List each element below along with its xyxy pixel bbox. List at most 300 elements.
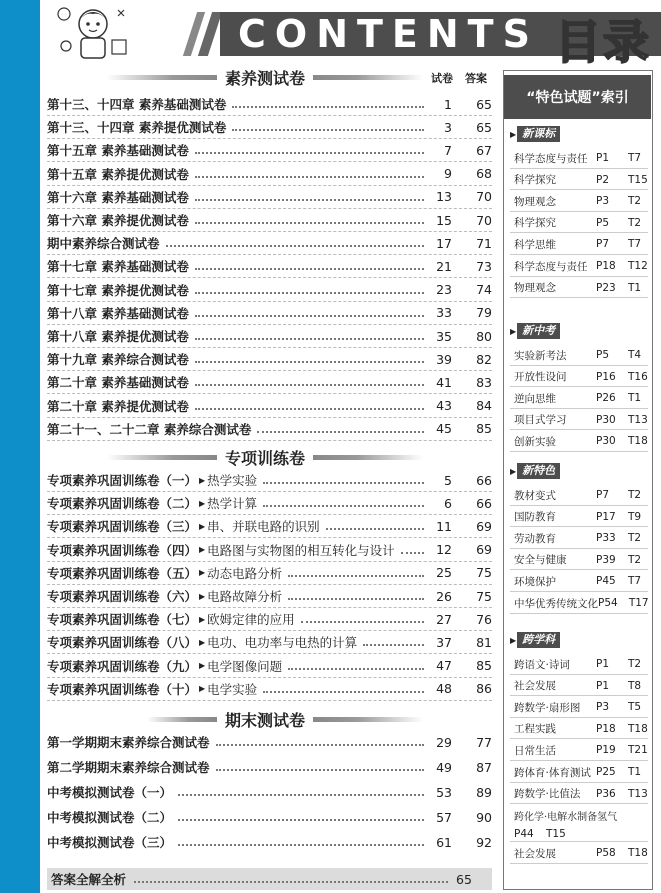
item-divider: [510, 717, 648, 718]
toc-row-answer-page: 86: [476, 681, 492, 697]
feature-item-name: 环境保护: [514, 575, 556, 588]
item-divider: [510, 211, 648, 212]
row-divider: [47, 584, 492, 585]
toc-row-subtitle: 热学计算: [207, 496, 258, 512]
feature-index-item[interactable]: [514, 529, 650, 547]
toc-row-subtitle: 热学实验: [207, 473, 258, 488]
toc-row[interactable]: [47, 832, 492, 852]
item-divider: [510, 232, 648, 233]
feature-category-label: 新课标: [517, 126, 560, 142]
feature-item-name: 中华优秀传统文化: [514, 597, 598, 610]
toc-row-page: 49: [436, 759, 452, 775]
contents-title: CONTENTS: [238, 12, 539, 56]
toc-row-answer-page: 80: [476, 328, 492, 344]
feature-item-name: 逆向思维: [514, 392, 556, 405]
toc-row[interactable]: [47, 233, 492, 253]
toc-row-title: 第二十章 素养基础测试卷: [47, 375, 189, 391]
toc-row-page: 5: [444, 472, 452, 488]
feature-item-name: 项目式学习: [514, 414, 567, 427]
arrow-icon: ▶: [199, 475, 206, 485]
toc-row-title: 专项素养巩固训练卷（八）: [47, 635, 198, 651]
toc-row-title: 中考模拟测试卷（一）: [47, 785, 173, 800]
toc-row-subtitle: 动态电路分析: [207, 565, 283, 581]
toc-row-page: 7: [444, 142, 452, 158]
toc-row-title: 第二学期期末素养综合测试卷: [47, 760, 210, 775]
item-divider: [510, 695, 648, 696]
arrow-icon: ▶: [199, 568, 206, 578]
item-divider: [510, 189, 648, 190]
item-divider: [510, 674, 648, 675]
feature-item-name: 跨数学·扇形图: [514, 701, 581, 714]
row-divider: [47, 115, 492, 116]
toc-row-title: 专项素养巩固训练卷（四）: [47, 542, 198, 558]
item-divider: [510, 168, 648, 169]
toc-row-page: 53: [436, 784, 452, 800]
toc-row-title: 第一学期期末素养综合测试卷: [47, 735, 210, 750]
toc-row-answer-page: 85: [476, 421, 492, 437]
section-header: [147, 708, 447, 730]
leader-dots: [195, 222, 424, 224]
arrow-icon: ▶: [199, 661, 206, 671]
toc-row-answer-page: 75: [476, 565, 492, 581]
arrow-icon: ▶: [199, 591, 206, 601]
row-divider: [47, 138, 492, 139]
feature-index-item[interactable]: [514, 389, 650, 407]
toc-row[interactable]: [47, 303, 492, 323]
section-rule: [313, 75, 423, 80]
feature-item-page: P30: [596, 413, 616, 426]
arrow-icon: ▶: [510, 635, 517, 645]
toc-row-title: 中考模拟测试卷（二）: [47, 810, 173, 825]
toc-row-answer-page: 92: [476, 834, 492, 850]
feature-item-page: P26: [596, 392, 616, 405]
feature-index-item[interactable]: [514, 368, 650, 386]
toc-row-answer-page: 75: [476, 588, 492, 604]
leader-dots: [263, 505, 424, 507]
toc-row-page: 1: [444, 96, 452, 112]
feature-item-question: T7: [628, 152, 642, 164]
toc-row-page: 45: [436, 421, 452, 437]
toc-row-page: 61: [436, 834, 452, 850]
toc-row-answer-page: 71: [476, 235, 492, 251]
row-divider: [47, 301, 492, 302]
toc-row[interactable]: [47, 210, 492, 230]
toc-row[interactable]: [47, 632, 492, 652]
item-divider: [510, 863, 648, 864]
toc-row-title: 第十三、十四章 素养基础测试卷: [47, 97, 227, 112]
leader-dots: [178, 794, 424, 796]
toc-row[interactable]: [47, 187, 492, 207]
feature-item-question: T15: [628, 173, 648, 186]
toc-row[interactable]: [47, 94, 492, 114]
toc-row-subtitle: 欧姆定律的应用: [207, 612, 295, 628]
feature-index-item[interactable]: [514, 149, 650, 167]
toc-row-page: 21: [436, 258, 452, 274]
toc-row[interactable]: [47, 679, 492, 699]
toc-row-answer-page: 68: [476, 166, 492, 182]
feature-index-item[interactable]: [514, 720, 650, 738]
feature-index-item[interactable]: [514, 677, 650, 695]
section-title: 期末测试卷: [225, 710, 306, 730]
toc-row-answer-page: 76: [476, 611, 492, 627]
feature-index-item[interactable]: [514, 346, 650, 364]
feature-item-page: P1: [596, 152, 610, 164]
leader-dots: [195, 338, 424, 340]
feature-item-name: 跨数学·比值法: [514, 788, 581, 801]
column-answer-label: 答案: [465, 72, 487, 85]
feature-category-tag: [510, 631, 560, 649]
leader-dots: [166, 245, 424, 247]
feature-index-item[interactable]: [514, 844, 650, 862]
feature-item-question: T1: [628, 281, 642, 294]
toc-row-page: 33: [436, 305, 452, 321]
feature-category-label: 新中考: [517, 323, 560, 339]
toc-row-title: 中考模拟测试卷（三）: [47, 835, 173, 850]
row-divider: [47, 393, 492, 394]
feature-item-page: P36: [596, 787, 616, 800]
row-divider: [47, 161, 492, 162]
feature-item-question: T16: [628, 370, 648, 383]
toc-row[interactable]: [47, 807, 492, 827]
feature-item-question: T21: [628, 744, 648, 757]
item-divider: [510, 276, 648, 277]
toc-row-title: 专项素养巩固训练卷（三）: [47, 519, 198, 535]
feature-item-name: 社会发展: [514, 847, 556, 860]
item-divider: [510, 841, 648, 842]
row-divider: [47, 677, 492, 678]
item-divider: [510, 803, 648, 804]
feature-item-question: T4: [628, 349, 642, 361]
arrow-icon: ▶: [510, 326, 517, 336]
item-divider: [510, 526, 648, 527]
toc-row-title: 第十五章 素养基础测试卷: [47, 143, 189, 159]
toc-row-title: 第十五章 素养提优测试卷: [47, 166, 189, 182]
toc-row-answer-page: 84: [476, 398, 492, 414]
feature-item-question: T2: [628, 658, 642, 670]
feature-item-page: P3: [596, 195, 610, 208]
feature-item-page: P7: [596, 238, 610, 251]
feature-index-item[interactable]: [514, 279, 650, 297]
feature-item-question: T1: [628, 766, 642, 778]
feature-item-question: T12: [628, 260, 648, 272]
toc-row-answer-page: 69: [476, 542, 492, 558]
toc-row[interactable]: [47, 372, 492, 392]
feature-item-name: 物理观念: [514, 282, 556, 295]
toc-row-title: 第十六章 素养基础测试卷: [47, 189, 189, 205]
leader-dots: [363, 644, 424, 646]
toc-row[interactable]: [47, 140, 492, 160]
toc-row-title: 专项素养巩固训练卷（九）: [47, 658, 198, 674]
toc-row-page: 13: [436, 189, 452, 205]
toc-row-title: 第二十一、二十二章 素养综合测试卷: [47, 421, 252, 437]
answer-bar[interactable]: [47, 868, 492, 890]
toc-row-title: 专项素养巩固训练卷（五）: [47, 565, 198, 581]
leader-dots: [134, 881, 448, 883]
toc-row-subtitle: 串、并联电路的识别: [207, 519, 320, 535]
leader-dots: [288, 598, 424, 600]
item-divider: [510, 408, 648, 409]
toc-row-page: 25: [436, 565, 452, 581]
feature-item-page: P19: [596, 744, 616, 757]
feature-item-name: 教材变式: [514, 489, 556, 502]
toc-row-page: 29: [436, 734, 452, 750]
feature-item-page: P30: [596, 435, 616, 448]
feature-item-page: P23: [596, 281, 616, 294]
leader-dots: [232, 129, 424, 131]
feature-index-panel: [503, 70, 653, 890]
row-divider: [47, 700, 492, 701]
feature-index-item[interactable]: [514, 698, 650, 716]
row-divider: [47, 231, 492, 232]
section-header: [107, 446, 447, 468]
toc-row-page: 39: [436, 351, 452, 367]
feature-item-question: T18: [628, 722, 648, 735]
row-divider: [47, 653, 492, 654]
toc-row[interactable]: [47, 164, 492, 184]
feature-item-name: 跨化学·电解水制备氢气: [514, 812, 618, 824]
feature-item-name: 实验新考法: [514, 349, 567, 362]
feature-item-question: T1: [628, 392, 642, 405]
toc-row-page: 11: [436, 518, 452, 534]
toc-row-answer-page: 83: [476, 374, 492, 390]
leader-dots: [195, 176, 424, 178]
feature-item-page: P39: [596, 553, 616, 566]
feature-item-page: P45: [596, 575, 616, 588]
feature-item-question: T2: [628, 195, 642, 208]
toc-row-answer-page: 67: [476, 142, 492, 158]
toc-row-title: 第十三、十四章 素养提优测试卷: [47, 120, 227, 136]
toc-row-answer-page: 66: [476, 472, 492, 488]
toc-row-page: 35: [436, 328, 452, 344]
toc-row-page: 9: [444, 166, 452, 182]
feature-index-item[interactable]: [514, 785, 650, 803]
feature-index-item[interactable]: [514, 741, 650, 759]
feature-item-name: 跨语文·诗词: [514, 658, 570, 671]
feature-item-question: T15: [546, 827, 566, 840]
toc-row-subtitle: 电功、电功率与电热的计算: [207, 635, 358, 651]
feature-index-item[interactable]: [514, 192, 650, 210]
answer-bar-page: 65: [456, 871, 472, 887]
feature-item-page: P16: [596, 370, 616, 383]
feature-index-item[interactable]: [514, 257, 650, 275]
item-divider: [510, 451, 648, 452]
row-divider: [47, 370, 492, 371]
feature-index-item[interactable]: [514, 572, 650, 590]
feature-index-item[interactable]: [514, 508, 650, 526]
toc-row-answer-page: 74: [476, 282, 492, 298]
toc-row[interactable]: [47, 396, 492, 416]
toc-row[interactable]: [47, 656, 492, 676]
arrow-icon: ▶: [199, 521, 206, 531]
arrow-icon: ▶: [199, 545, 206, 555]
item-divider: [510, 505, 648, 506]
toc-row[interactable]: [47, 256, 492, 276]
row-divider: [47, 630, 492, 631]
mascot-illustration: [48, 2, 138, 60]
feature-item-page: P5: [596, 216, 610, 229]
toc-row[interactable]: [47, 326, 492, 346]
item-divider: [510, 591, 648, 592]
leader-dots: [288, 668, 424, 670]
item-divider: [510, 738, 648, 739]
leader-dots: [195, 408, 424, 410]
feature-index-item[interactable]: [514, 235, 650, 253]
toc-row-answer-page: 85: [476, 658, 492, 674]
row-divider: [47, 417, 492, 418]
feature-category-tag: [510, 462, 560, 480]
feature-item-name: 创新实验: [514, 435, 556, 448]
feature-item-page: P7: [596, 489, 610, 501]
feature-item-question: T18: [628, 435, 648, 448]
leader-dots: [195, 152, 424, 154]
leader-dots: [263, 691, 424, 693]
feature-index-item[interactable]: [514, 594, 650, 612]
toc-row-answer-page: 70: [476, 212, 492, 228]
feature-category-tag: [510, 125, 560, 143]
row-divider: [47, 324, 492, 325]
section-title: 专项训练卷: [225, 448, 306, 468]
feature-index-item[interactable]: [514, 214, 650, 232]
toc-row-title: 第二十章 素养提优测试卷: [47, 398, 189, 414]
answer-bar-title: 答案全解全析: [51, 872, 127, 887]
feature-item-name: 科学探究: [514, 217, 556, 230]
feature-category-label: 新特色: [517, 463, 560, 479]
feature-item-question: T13: [628, 413, 648, 426]
feature-item-page: P2: [596, 173, 610, 186]
feature-item-name: 科学态度与责任: [514, 260, 588, 273]
feature-index-item[interactable]: [514, 655, 650, 673]
toc-row-title: 第十七章 素养基础测试卷: [47, 259, 189, 275]
feature-item-page: P33: [596, 532, 616, 545]
feature-index-item[interactable]: [514, 432, 650, 450]
toc-row-answer-page: 89: [476, 784, 492, 800]
leader-dots: [178, 819, 424, 821]
section-rule: [107, 75, 217, 80]
toc-row[interactable]: [47, 540, 492, 560]
toc-row[interactable]: [47, 280, 492, 300]
toc-row[interactable]: [47, 609, 492, 629]
toc-row-title: 专项素养巩固训练卷（十）: [47, 681, 198, 697]
feature-item-question: T2: [628, 553, 642, 566]
toc-row-subtitle: 电学实验: [207, 681, 258, 697]
toc-row[interactable]: [47, 757, 492, 777]
toc-row-answer-page: 90: [476, 809, 492, 825]
toc-row-answer-page: 65: [476, 119, 492, 135]
toc-row-answer-page: 79: [476, 305, 492, 321]
feature-item-page: P5: [596, 349, 610, 361]
toc-row[interactable]: [47, 117, 492, 137]
column-paper-label: 试卷: [431, 72, 453, 85]
leader-dots: [326, 528, 424, 530]
feature-item-name: 跨体育·体育测试: [514, 766, 591, 779]
feature-item-page: P17: [596, 510, 616, 523]
row-divider: [47, 537, 492, 538]
toc-row[interactable]: [47, 470, 492, 490]
leader-dots: [216, 744, 424, 746]
arrow-icon: ▶: [199, 637, 206, 647]
toc-row-answer-page: 70: [476, 189, 492, 205]
feature-index-item[interactable]: [514, 411, 650, 429]
leader-dots: [195, 199, 424, 201]
toc-row-title: 第十七章 素养提优测试卷: [47, 282, 189, 298]
toc-row[interactable]: [47, 419, 492, 439]
toc-row[interactable]: [47, 563, 492, 583]
toc-row-page: 48: [436, 681, 452, 697]
leader-dots: [195, 292, 424, 294]
toc-row-answer-page: 73: [476, 258, 492, 274]
feature-index-item[interactable]: [514, 551, 650, 569]
leader-dots: [257, 431, 424, 433]
item-divider: [510, 548, 648, 549]
arrow-icon: ▶: [510, 129, 517, 139]
toc-row-subtitle: 电路图与实物图的相互转化与设计: [207, 542, 395, 558]
item-divider: [510, 782, 648, 783]
row-divider: [47, 347, 492, 348]
feature-item-name: 日常生活: [514, 744, 556, 757]
feature-item-name: 开放性设问: [514, 371, 567, 384]
toc-row[interactable]: [47, 732, 492, 752]
arrow-icon: ▶: [199, 684, 206, 694]
leader-dots: [216, 769, 424, 771]
item-divider: [510, 613, 648, 614]
toc-row[interactable]: [47, 516, 492, 536]
row-divider: [47, 208, 492, 209]
feature-index-item[interactable]: [514, 763, 650, 781]
feature-item-name: 劳动教育: [514, 532, 556, 545]
toc-row-answer-page: 82: [476, 351, 492, 367]
row-divider: [47, 514, 492, 515]
item-divider: [510, 569, 648, 570]
feature-item-name: 社会发展: [514, 680, 556, 693]
arrow-icon: ▶: [199, 614, 206, 624]
row-divider: [47, 254, 492, 255]
toc-row-title: 第十八章 素养基础测试卷: [47, 305, 189, 321]
leader-dots: [178, 844, 424, 846]
toc-row-title: 第十九章 素养综合测试卷: [47, 352, 189, 368]
feature-item-page: P58: [596, 847, 616, 860]
feature-index-item[interactable]: [514, 806, 650, 842]
toc-row-title: 专项素养巩固训练卷（七）: [47, 612, 198, 628]
leader-dots: [263, 482, 424, 484]
toc-row-answer-page: 77: [476, 734, 492, 750]
feature-item-question: T2: [628, 489, 642, 501]
feature-item-name: 物理观念: [514, 195, 556, 208]
toc-row[interactable]: [47, 586, 492, 606]
toc-row-page: 57: [436, 809, 452, 825]
toc-row[interactable]: [47, 782, 492, 802]
feature-index-item[interactable]: [514, 486, 650, 504]
item-divider: [510, 429, 648, 430]
feature-item-name: 科学思维: [514, 238, 556, 251]
feature-item-page: P3: [596, 701, 610, 714]
toc-row-subtitle: 电路故障分析: [207, 589, 283, 604]
item-divider: [510, 297, 648, 298]
section-rule: [313, 455, 423, 460]
row-divider: [47, 561, 492, 562]
toc-row-answer-page: 87: [476, 759, 492, 775]
toc-row[interactable]: [47, 349, 492, 369]
feature-item-question: T9: [628, 510, 642, 523]
toc-row[interactable]: [47, 493, 492, 513]
leader-dots: [232, 106, 424, 108]
arrow-icon: ▶: [510, 466, 517, 476]
feature-index-item[interactable]: [514, 171, 650, 189]
feature-item-page: P18: [596, 260, 616, 272]
feature-item-page: P1: [596, 679, 610, 692]
feature-item-question: T13: [628, 787, 648, 800]
feature-item-page: P18: [596, 722, 616, 735]
arrow-icon: ▶: [199, 498, 206, 508]
